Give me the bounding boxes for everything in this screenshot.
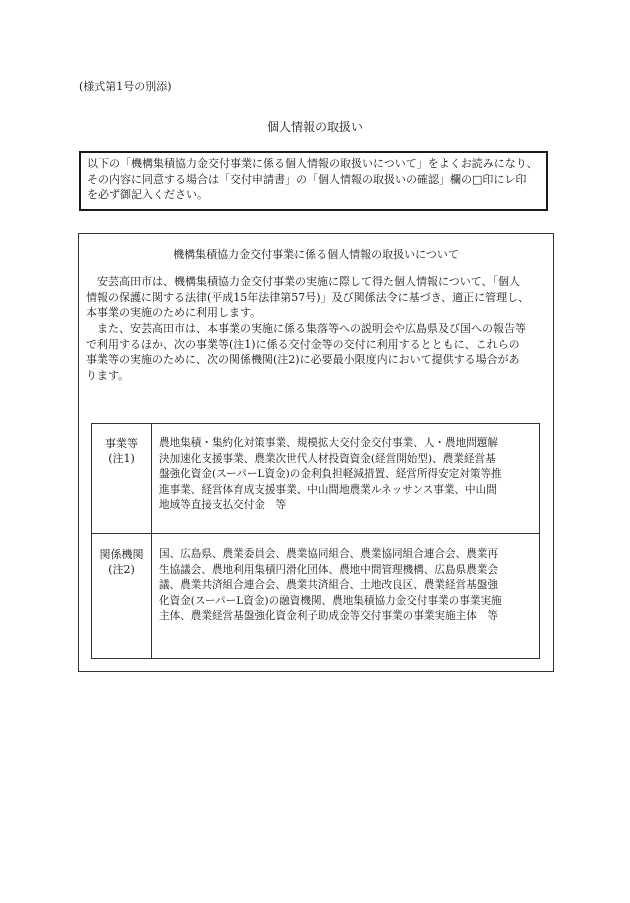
notice-line: 以下の「機構集積協力金交付事業に係る個人情報の取扱いについて」をよくお読みになり、 xyxy=(87,157,538,170)
row-body-organizations xyxy=(153,534,539,659)
notice-line: を必ず御記入ください。 xyxy=(87,188,208,201)
privacy-policy-box xyxy=(78,233,554,672)
paragraph-line: 事業等の実施のために、次の関係機関(注2)に必要最小限度内において提供する場合があ xyxy=(86,353,520,366)
row-header-organizations xyxy=(92,534,152,659)
cell-line: 化資金(スーパーL資金)の融資機関、農地集積協力金交付事業の事業実施 xyxy=(159,594,502,607)
row-header-note: (注2) xyxy=(108,563,135,576)
paragraph-line: 情報の保護に関する法律(平成15年法律第57号)」及び関係法令に基づき、適正に管理し、 xyxy=(86,290,530,304)
cell-line: 決加速化支援事業、農業次世代人材投資資金(経営開始型)、農業経営基 xyxy=(159,452,496,465)
page-title: 個人情報の取扱い xyxy=(266,120,363,134)
cell-line: 主体、農業経営基盤強化資金利子助成金等交付事業の事業実施主体 等 xyxy=(159,610,498,622)
row-body-programs xyxy=(153,424,539,533)
cell-line: 地域等直接支払交付金 等 xyxy=(159,499,287,511)
table-row-programs xyxy=(92,424,539,534)
paragraph-line: で利用するほか、次の事業等(注1)に係る交付金等の交付に利用するとともに、これらの xyxy=(86,337,520,351)
cell-line: 生協議会、農地利用集積円滑化団体、農地中間管理機構、広島県農業会 xyxy=(159,563,498,576)
row-header-text: 関係機関 xyxy=(99,548,144,561)
consent-notice-box xyxy=(79,151,548,211)
row-header-text: 事業等 xyxy=(105,437,138,450)
paragraph-line: 本事業の実施のために利用します。 xyxy=(86,306,262,319)
paragraph-line: ります。 xyxy=(86,368,130,382)
section-title: 機構集積協力金交付事業に係る個人情報の取扱いについて xyxy=(173,248,459,261)
cell-line: 国、広島県、農業委員会、農業協同組合、農業協同組合連合会、農業再 xyxy=(159,548,498,560)
cell-line: 盤強化資金(スーパーL資金)の金利負担軽減措置、経営所得安定対策等推 xyxy=(159,468,502,480)
cell-line: 議、農業共済組合連合会、農業共済組合、土地改良区、農業経営基盤強 xyxy=(159,579,498,591)
paragraph-disclosure xyxy=(86,321,554,383)
row-header-programs xyxy=(92,424,152,533)
cell-line: 農地集積・集約化対策事業、規模拡大交付金交付事業、人・農地問題解 xyxy=(159,437,498,449)
cell-line: 進事業、経営体育成支援事業、中山間地農業ルネッサンス事業、中山間 xyxy=(159,483,497,496)
paragraph-line: 安芸高田市は、機構集積協力金交付事業の実施に際して得た個人情報について、「個人 xyxy=(86,275,521,288)
form-number-label: (様式第1号の別添) xyxy=(79,80,172,93)
table-row-organizations xyxy=(92,534,539,659)
paragraph-line: また、安芸高田市は、本事業の実施に係る集落等への説明会や広島県及び国への報告等 xyxy=(86,322,526,335)
row-header-note: (注1) xyxy=(108,452,135,465)
paragraph-usage xyxy=(86,274,554,321)
info-table xyxy=(91,423,540,659)
notice-line: その内容に同意する場合は「交付申請書」の「個人情報の取扱いの確認」欄の□印にレ印 xyxy=(87,172,527,186)
